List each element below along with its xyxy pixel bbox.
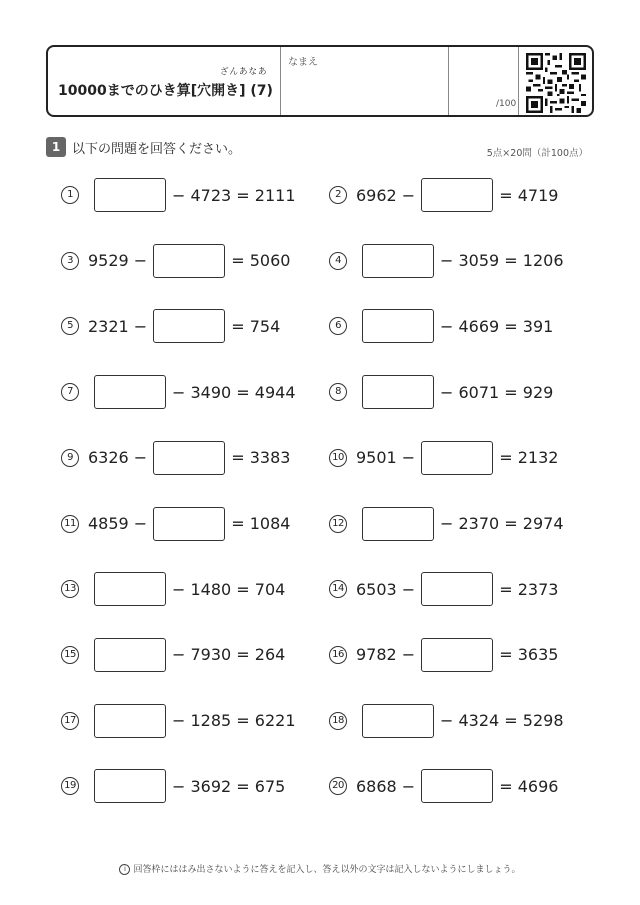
answer-box[interactable] — [362, 507, 434, 541]
problem-number: 6 — [329, 317, 347, 335]
equation-prefix: 2321 − — [88, 316, 148, 336]
page-title: 10000までのひき算[穴開き] (7) — [58, 83, 273, 99]
problem-item — [61, 374, 296, 410]
problem-number: 10 — [329, 449, 347, 467]
answer-box[interactable] — [421, 441, 493, 475]
divider — [448, 47, 449, 115]
problem-number: 5 — [61, 317, 79, 335]
problem-number: 14 — [329, 580, 347, 598]
answer-box[interactable] — [153, 244, 225, 278]
problem-number: 20 — [329, 777, 347, 795]
answer-box[interactable] — [94, 572, 166, 606]
worksheet-header — [46, 45, 594, 117]
answer-box[interactable] — [153, 507, 225, 541]
problem-number: 19 — [61, 777, 79, 795]
equation-suffix: − 6071 = 929 — [440, 382, 554, 402]
problem-item — [61, 440, 290, 476]
answer-box[interactable] — [421, 638, 493, 672]
equation-suffix: = 2132 — [499, 448, 559, 468]
divider — [280, 47, 281, 115]
equation-suffix: − 4723 = 2111 — [172, 185, 296, 205]
equation-suffix: − 3490 = 4944 — [172, 382, 296, 402]
answer-box[interactable] — [94, 178, 166, 212]
problem-item — [61, 308, 280, 344]
name-label: なまえ — [288, 57, 318, 68]
problem-item — [329, 506, 564, 542]
problem-number: 13 — [61, 580, 79, 598]
answer-box[interactable] — [94, 375, 166, 409]
answer-box[interactable] — [362, 375, 434, 409]
problem-item — [329, 374, 553, 410]
problem-number: 11 — [61, 515, 79, 533]
divider — [518, 47, 519, 115]
equation-prefix: 9529 − — [88, 251, 148, 271]
equation-suffix: − 4669 = 391 — [440, 316, 554, 336]
equation-suffix: − 4324 = 5298 — [440, 711, 564, 731]
equation-prefix: 6868 − — [356, 776, 416, 796]
footer-note — [0, 862, 640, 875]
problem-item — [329, 308, 553, 344]
equation-suffix: = 1084 — [231, 514, 291, 533]
answer-box[interactable] — [94, 769, 166, 803]
answer-box[interactable] — [421, 178, 493, 212]
answer-box[interactable] — [94, 638, 166, 672]
score-label: /100 — [496, 99, 517, 109]
problem-number: 7 — [61, 383, 79, 401]
problem-item — [329, 440, 558, 476]
problem-item — [329, 243, 564, 279]
problem-number: 9 — [61, 449, 79, 467]
problem-number: 1 — [61, 186, 79, 204]
qr-code-icon — [526, 53, 586, 113]
problem-number: 8 — [329, 383, 347, 401]
equation-suffix: − 3692 = 675 — [172, 776, 286, 796]
equation-suffix: = 4696 — [499, 776, 559, 796]
problem-number: 2 — [329, 186, 347, 204]
answer-box[interactable] — [421, 769, 493, 803]
answer-box[interactable] — [94, 704, 166, 738]
problem-item — [61, 637, 285, 673]
instruction-text: 以下の問題を回答ください。 — [72, 142, 242, 157]
problem-number: 16 — [329, 646, 347, 664]
title-cell — [48, 47, 280, 115]
equation-prefix: 6503 − — [356, 579, 416, 599]
problem-item — [61, 243, 290, 279]
equation-prefix: 9501 − — [356, 448, 416, 468]
problem-number: 17 — [61, 712, 79, 730]
equation-suffix: = 5060 — [231, 251, 291, 271]
problem-item — [329, 571, 558, 607]
equation-suffix: − 3059 = 1206 — [440, 251, 564, 271]
answer-box[interactable] — [153, 309, 225, 343]
problem-item — [329, 768, 558, 804]
answer-box[interactable] — [362, 309, 434, 343]
problem-item — [61, 571, 285, 607]
footer-text: 回答枠にははみ出さないように答えを記入し、答え以外の文字は記入しないようにしましょう。 — [133, 865, 521, 875]
equation-prefix: 6326 − — [88, 448, 148, 468]
section-number: 1 — [46, 137, 66, 157]
answer-box[interactable] — [153, 441, 225, 475]
problem-item — [61, 768, 285, 804]
equation-suffix: = 754 — [231, 316, 281, 336]
answer-box[interactable] — [362, 704, 434, 738]
equation-suffix: − 1285 = 6221 — [172, 711, 296, 731]
problem-number: 15 — [61, 646, 79, 664]
points-note: 5点×20問（計100点） — [486, 148, 588, 159]
answer-box[interactable] — [362, 244, 434, 278]
answer-box[interactable] — [421, 572, 493, 606]
problem-item — [329, 177, 558, 213]
info-icon: i — [119, 864, 130, 875]
equation-suffix: − 1480 = 704 — [172, 579, 286, 599]
equation-suffix: − 7930 = 264 — [172, 645, 286, 665]
problem-item — [61, 506, 290, 542]
problem-item — [329, 637, 558, 673]
problem-item — [61, 703, 296, 739]
problem-number: 3 — [61, 252, 79, 270]
title-ruby: ざんあなあ — [220, 67, 268, 77]
equation-suffix: = 2373 — [499, 579, 559, 599]
equation-suffix: − 2370 = 2974 — [440, 514, 564, 533]
problem-number: 4 — [329, 252, 347, 270]
problem-number: 18 — [329, 712, 347, 730]
problem-item — [329, 703, 564, 739]
equation-suffix: = 4719 — [499, 185, 559, 205]
equation-prefix: 6962 − — [356, 185, 416, 205]
equation-suffix: = 3383 — [231, 448, 291, 468]
equation-suffix: = 3635 — [499, 645, 559, 665]
problem-item — [61, 177, 296, 213]
equation-prefix: 9782 − — [356, 645, 416, 665]
equation-prefix: 4859 − — [88, 514, 148, 533]
problem-number: 12 — [329, 515, 347, 533]
